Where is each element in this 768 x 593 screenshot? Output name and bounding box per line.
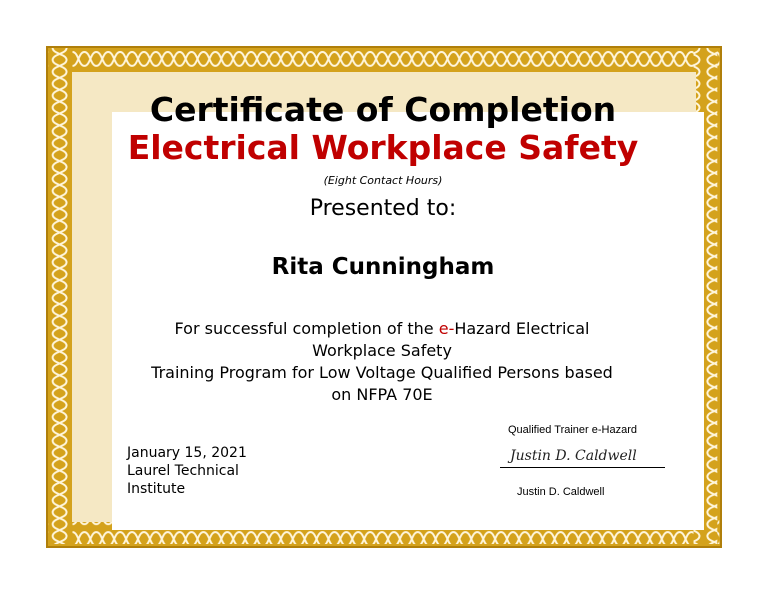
statement-prefix: For successful completion of the <box>174 319 439 338</box>
statement-line-3: Training Program for Low Voltage Qualified Persons based <box>151 363 613 382</box>
signer-name: Justin D. Caldwell <box>517 486 605 498</box>
contact-hours: (Eight Contact Hours) <box>323 174 443 187</box>
date-institution-block <box>127 444 247 498</box>
certificate-content <box>86 86 680 506</box>
statement-line-2: Workplace Safety <box>312 341 452 360</box>
statement-line-4: on NFPA 70E <box>331 385 433 404</box>
completion-date: January 15, 2021 <box>127 445 247 461</box>
course-title: Electrical Workplace Safety <box>127 128 639 167</box>
completion-statement <box>96 318 668 406</box>
e-hazard-prefix: e- <box>438 319 455 338</box>
institution-line-1: Laurel Technical <box>127 463 239 479</box>
signer-title: Qualified Trainer e-Hazard <box>508 424 638 436</box>
certificate-title: Certificate of Completion <box>149 90 617 129</box>
institution-line-2: Institute <box>127 481 186 497</box>
statement-line-1 <box>96 318 668 340</box>
recipient-name: Rita Cunningham <box>271 254 495 280</box>
statement-line-1-rest: Hazard Electrical <box>454 319 590 338</box>
signature-line <box>500 467 665 468</box>
presented-to-label: Presented to: <box>309 196 457 221</box>
signature: Justin D. Caldwell <box>510 448 637 464</box>
